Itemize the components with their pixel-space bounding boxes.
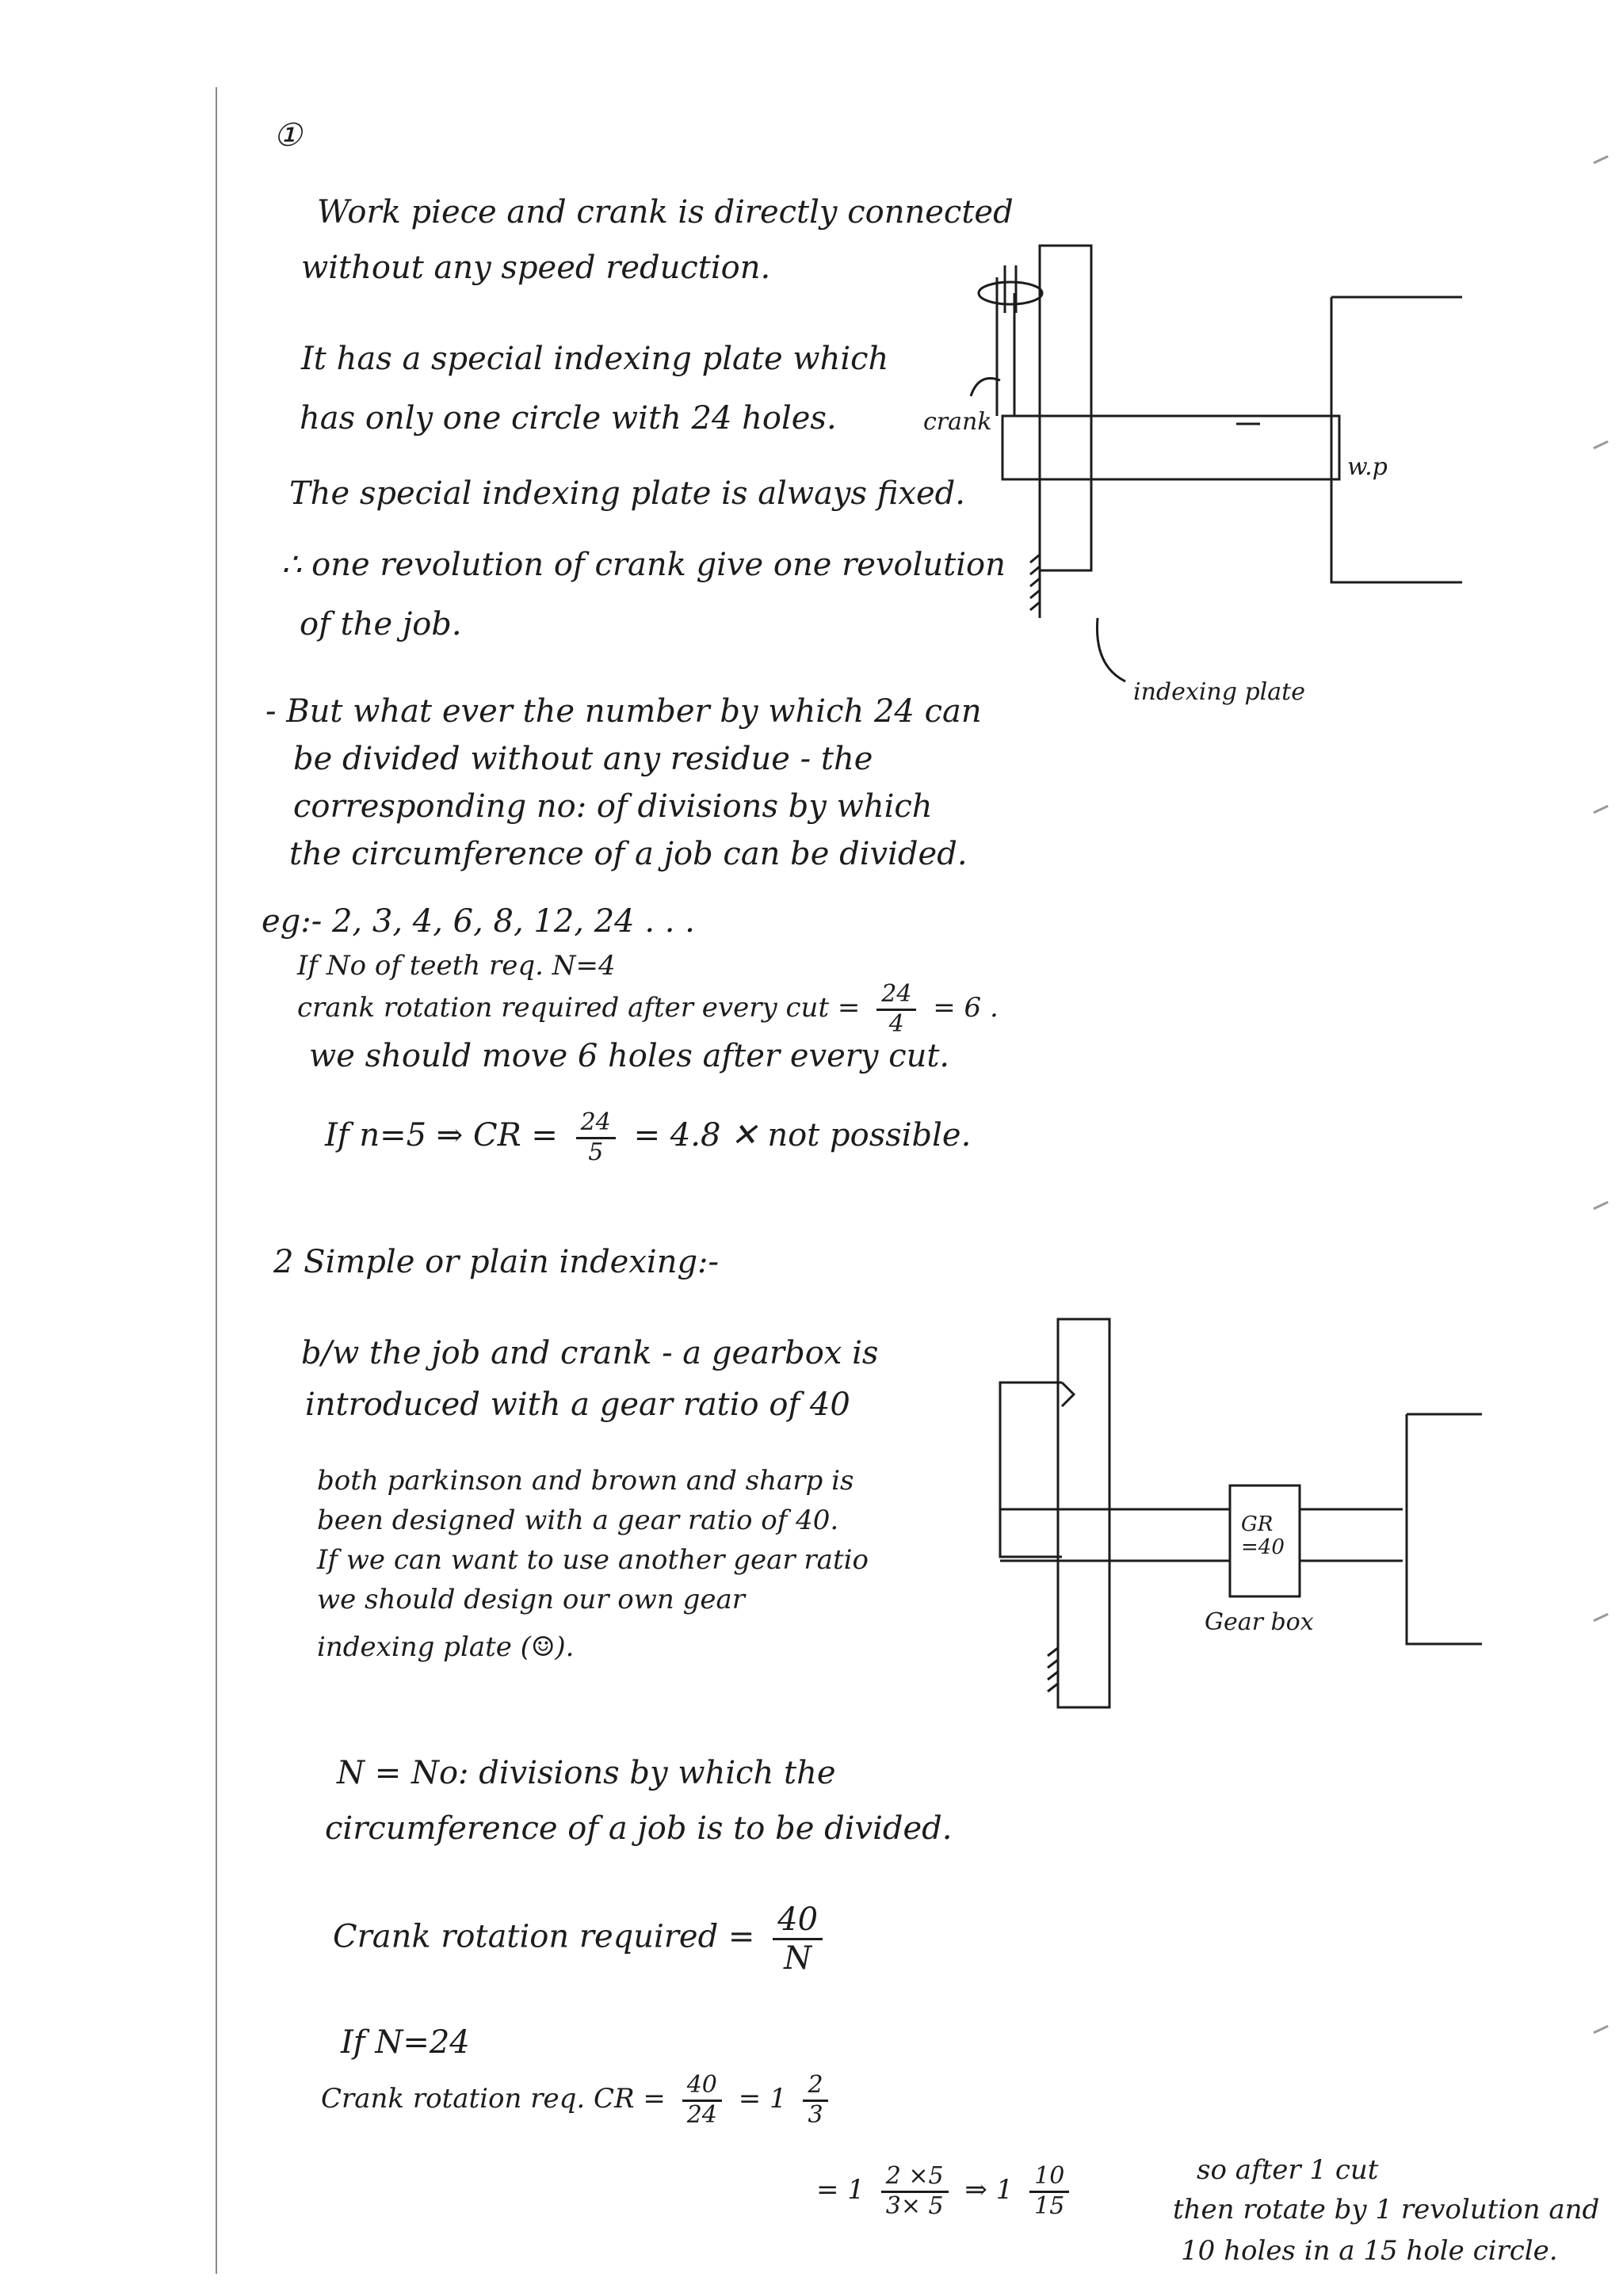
section1-line-6: ∴ one revolution of crank give one revolution [281,547,1006,583]
gear-ratio-label-line-2: =40 [1241,1535,1285,1559]
section1-line-2: without any speed reduction. [301,250,771,286]
crank-label: crank [923,408,992,436]
section2-line-4: been designed with a gear ratio of 40. [317,1505,839,1536]
section1-line-7: of the job. [300,606,462,643]
step-equals: = 1 [816,2174,865,2206]
note-line-2: then rotate by 1 revolution and [1173,2194,1600,2225]
definition-line-2: circumference of a job is to be divided. [325,1810,953,1847]
note-line-3: 10 holes in a 15 hole circle. [1181,2235,1558,2267]
gearbox-label: Gear box [1205,1608,1314,1636]
indexing-plate-label: indexing plate [1133,678,1305,706]
crank-rotation-result: = 6 . [933,992,999,1024]
cr-label: Crank rotation req. CR = [321,2083,666,2115]
fraction-numerator: 2 ×5 [881,2163,949,2193]
n5-label: If n=5 ⇒ CR = [325,1117,558,1154]
step-arrow: ⇒ 1 [964,2174,1014,2206]
section1-line-1: Work piece and crank is directly connected [317,194,1014,231]
section-number-1: ① [273,117,302,154]
formula-label: Crank rotation required = [333,1918,755,1955]
section2-line-2: introduced with a gear ratio of 40 [305,1386,850,1423]
section1-line-11: the circumference of a job can be divided. [289,836,968,872]
section1-line-10: corresponding no: of divisions by which [293,788,933,825]
fraction-denominator: 5 [588,1138,604,1166]
cr-equals: = 1 [738,2083,787,2115]
fraction-numerator: 40 [773,1901,823,1940]
gear-ratio-label [1241,1513,1285,1558]
gear-ratio-label-line-1: GR [1241,1512,1274,1536]
section1-line-9: be divided without any residue - the [293,741,873,777]
definition-line-1: N = No: divisions by which the [337,1755,836,1791]
move-holes-line: we should move 6 holes after every cut. [309,1038,950,1074]
fraction-denominator: 3× 5 [885,2191,944,2220]
crank-arm-shape [1000,1383,1062,1557]
section2-line-6: we should design our own gear [317,1584,745,1615]
section1-line-3: It has a special indexing plate which [301,341,889,377]
shaft-shape [1000,1509,1403,1561]
workpiece-shape [1407,1414,1482,1644]
note-line-1: so after 1 cut [1197,2154,1379,2186]
section1-line-8: - But what ever the number by which 24 can [265,693,982,730]
fraction-numerator: 24 [576,1109,616,1139]
fraction-denominator: N [784,1940,812,1977]
example-divisors: eg:- 2, 3, 4, 6, 8, 12, 24 . . . [262,903,695,940]
section2-line-5: If we can want to use another gear ratio [317,1544,869,1576]
section2-heading: 2 Simple or plain indexing:- [273,1244,720,1280]
fraction-denominator: 24 [686,2100,717,2129]
crank-rotation-label: crank rotation required after every cut = [297,992,861,1024]
section1-line-4: has only one circle with 24 holes. [300,400,837,437]
indexing-plate-shape [1058,1319,1109,1707]
teeth-required-line: If No of teeth req. N=4 [297,950,616,982]
fraction-numerator: 10 [1029,2163,1069,2193]
if-n-24-line: If N=24 [341,2024,470,2061]
section2-line-7: indexing plate (☺). [317,1631,575,1663]
fraction-denominator: 4 [888,1009,904,1038]
fraction-numerator: 40 [682,2072,722,2102]
fraction-numerator: 24 [876,981,916,1011]
section2-line-3: both parkinson and brown and sharp is [317,1465,854,1497]
workpiece-label: w.p [1347,453,1388,481]
section2-line-1: b/w the job and crank - a gearbox is [301,1335,879,1371]
fraction-denominator: 3 [808,2100,823,2129]
fraction-denominator: 15 [1034,2191,1065,2220]
n5-result: = 4.8 ✕ not possible. [633,1117,972,1154]
fraction-numerator: 2 [803,2072,827,2102]
section1-line-5: The special indexing plate is always fixed. [289,475,965,512]
